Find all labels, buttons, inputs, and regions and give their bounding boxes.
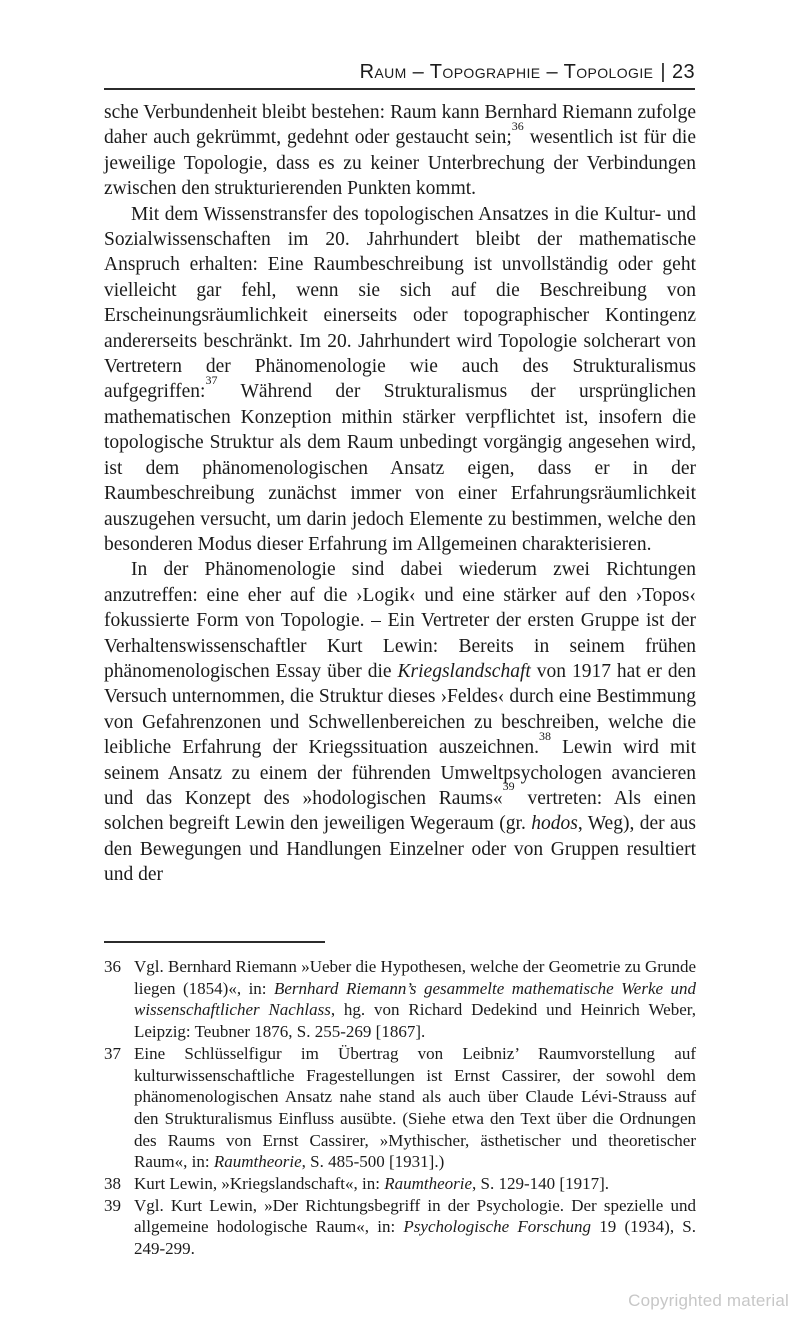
text-segment: Raumtheorie [384,1174,473,1194]
footnote-reference: 36 [511,118,524,133]
text-segment: Eine Schlüsselfigur im Übertrag von Leibniz’ Raumvorstellung auf kulturwissenschaftliche Fragestellungen ist Ernst Cassirer, der sowohl dem phänomenologischen Ansatz nahe stand als auch über Claude Lévi-Strauss auf den Strukturalismus Einfluss ausübte. (Siehe etwa den Text über die Ordnungen des Raums von Ernst Cassirer, »Mythischer, ästhetischer und theoretischer Raum«, in: [134,1043,696,1172]
footnote-reference: 37 [205,372,218,387]
text-segment: Lewin wird mit seinem Ansatz zu einem der führenden Umweltpsychologen avancieren und das Konzept des »hodologischen Raums« [104,737,696,809]
footnote [104,956,696,1043]
page-number: 23 [671,61,695,83]
text-segment: Bernhard Riemann’s gesammelte mathematische Werke und wissenschaftlicher Nachlass [134,978,697,1020]
paragraph [104,202,696,558]
text-segment: sche Verbundenheit bleibt bestehen: Raum kann Bernhard Riemann zufolge daher auch gekrümmt, gedehnt oder gestaucht sein; [104,102,696,149]
footnote-text [134,1173,696,1195]
footnote [104,1195,696,1260]
paragraph [104,100,696,202]
footnote-number: 37 [104,1043,121,1063]
footnote-number: 36 [104,957,121,976]
text-segment: , hg. von Richard Dedekind und Heinrich Weber, Leipzig: Teubner 1876, S. 255-269 [1867]. [134,1000,696,1042]
paragraph [104,557,696,887]
footnote-number: 38 [104,1174,121,1194]
text-segment: , Weg), der aus den Bewegungen und Handlungen Einzelner oder von Gruppen resultiert und der [104,813,696,886]
footnote-text [134,956,696,1043]
text-segment: Raumtheorie [213,1152,302,1172]
footnote-number: 39 [104,1195,121,1215]
text-segment: Mit dem Wissenstransfer des topologischen Ansatzes in die Kultur- und Sozialwissenschaften im 20. Jahrhundert bleibt der mathematische Anspruch erhalten: Eine Raumbeschreibung ist unvollständig oder geht vielleicht gar fehl, wenn sie sich auf die Beschreibung von Erscheinungsräumlichkeit einerseits oder topographischer Kontingenz andererseits beschränkt. Im 20. Jahrhundert wird Topologie solcherart von Vertretern der Phänomenologie wie auch des Strukturalismus aufgegriffen: [104,203,696,403]
text-segment: 19 (1934), S. 249-299. [134,1217,697,1259]
footnote-separator [104,941,325,943]
text-segment: Psychologische Forschung [403,1217,592,1237]
footnote-reference: 39 [502,779,515,794]
running-header-title: Raum – Topographie – Topologie [359,61,654,83]
text-segment: von 1917 hat er den Versuch unternommen, die Struktur dieses ›Feldes‹ durch eine Bestimmung von Gefahrenzonen und Schwellenbereichen zu beschreiben, welche die leibliche Erfahrung der Kriegssituation auszeichnen. [104,660,696,759]
text-segment: Während der Strukturalismus der ursprünglichen mathematischen Konzeption mithin stärker verpflichtet ist, insofern die topologische Struktur als dem Raum unbedingt vorgängig angesehen wird, ist dem phänomenologischen Ansatz eigen, dass er in der Raumbeschreibung zunächst immer von einer Erfahrungsräumlichkeit auszugehen versucht, um darin jedoch Elemente zu bestimmen, welche den besonderen Modus dieser Erfahrung im Allgemeinen charakterisieren. [104,381,696,555]
running-header [104,61,695,90]
watermark: Copyrighted material [628,1291,789,1310]
header-divider: | [660,61,666,83]
footnote [104,1173,696,1195]
footnote-reference: 38 [538,728,551,743]
text-segment: Kriegslandschaft [397,660,531,682]
footnote-text [134,1043,696,1173]
body-text [104,100,696,888]
text-segment: , S. 129-140 [1917]. [472,1174,609,1194]
text-segment: wesentlich ist für die jeweilige Topologie, dass es zu keiner Unterbrechung der Verbindungen zwischen den strukturierenden Punkten kommt. [104,127,696,200]
text-segment: In der Phänomenologie sind dabei wiederum zwei Richtungen anzutreffen: eine eher auf die ›Logik‹ und eine stärker auf den ›Topos‹ fokussierte Form von Topologie. – Ein Vertreter der ersten Gruppe ist der Verhaltenswissenschaftler Kurt Lewin: Bereits in seinem frühen phänomenologischen Essay über die [104,559,696,682]
text-segment: , S. 485-500 [1931].) [301,1152,445,1172]
text-segment: hodos [531,813,578,835]
text-segment: Vgl. Bernhard Riemann »Ueber die Hypothesen, welche der Geometrie zu Grunde liegen (1854)«, in: [134,957,696,998]
text-segment: Vgl. Kurt Lewin, »Der Richtungsbegriff in der Psychologie. Der spezielle und allgemeine hodologische Raum«, in: [134,1195,696,1237]
footnote [104,1043,696,1173]
text-segment: vertreten: Als einen solchen begreift Lewin den jeweiligen Wegeraum (gr. [104,787,696,835]
text-segment: Kurt Lewin, »Kriegslandschaft«, in: [134,1174,385,1194]
footnote-text [134,1195,696,1260]
footnotes-section [104,941,696,1260]
